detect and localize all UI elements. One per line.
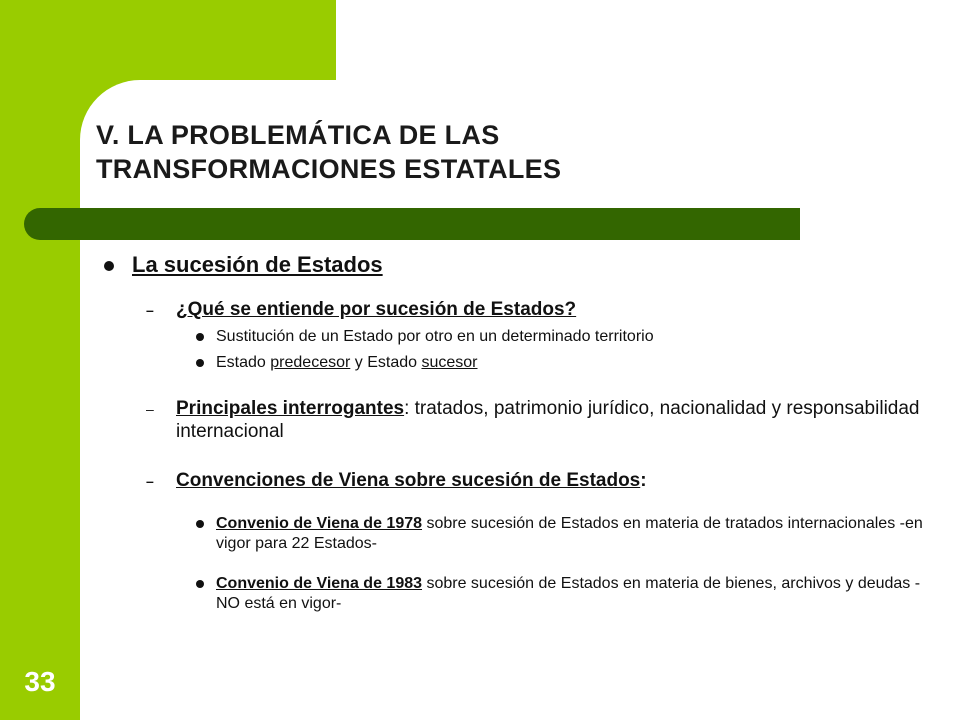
heading-text: La sucesión de Estados [132, 252, 383, 277]
title-divider-bar [24, 208, 800, 240]
heading-bullet [104, 252, 944, 278]
bullet-dot-icon [196, 359, 204, 367]
title-line-1: V. LA PROBLEMÁTICA DE LAS [96, 120, 500, 150]
dash-icon: – [146, 473, 154, 489]
bullet-item [104, 327, 944, 347]
interrogantes-item [104, 397, 944, 443]
convenio-1978-text: sobre sucesión de Estados en materia de tratados internacionales -en vigor para 22 Estados- [216, 515, 923, 552]
bullet-dot-icon [104, 261, 114, 271]
slide-title [96, 118, 856, 186]
page-number: 33 [24, 666, 56, 697]
interrogantes-text: : tratados, patrimonio jurídico, nacionalidad y responsabilidad internacional [176, 398, 920, 442]
bullet-item [104, 514, 944, 554]
bullet-dot-icon [196, 333, 204, 341]
convenciones-colon: : [640, 470, 647, 491]
convenciones-term: Convenciones de Viena sobre sucesión de Estados [176, 470, 641, 491]
bullet-text-pre: Estado [216, 354, 271, 371]
bullet-dot-icon [196, 520, 204, 528]
bullet-text-mid: y Estado [350, 354, 422, 371]
sucesor-term: sucesor [421, 354, 478, 371]
dash-icon: – [146, 401, 154, 417]
bullet-text: Sustitución de un Estado por otro en un determinado territorio [216, 328, 654, 345]
left-accent-bar [0, 0, 80, 720]
bullet-item [104, 353, 944, 373]
question-text: ¿Qué se entiende por sucesión de Estados? [176, 299, 577, 320]
convenio-1983-text: sobre sucesión de Estados en materia de bienes, archivos y deudas -NO está en vigor- [216, 575, 921, 612]
top-accent-block [80, 0, 336, 80]
bullet-dot-icon [196, 580, 204, 588]
predecesor-term: predecesor [270, 354, 351, 371]
convenio-1983-term: Convenio de Viena de 1983 [216, 575, 423, 592]
question-item [104, 298, 944, 321]
convenciones-item [104, 469, 944, 492]
dash-icon: – [146, 302, 154, 318]
slide-content [104, 252, 944, 620]
convenio-1978-term: Convenio de Viena de 1978 [216, 515, 423, 532]
interrogantes-term: Principales interrogantes [176, 398, 405, 419]
title-line-2: TRANSFORMACIONES ESTATALES [96, 154, 562, 184]
bullet-item [104, 574, 944, 614]
